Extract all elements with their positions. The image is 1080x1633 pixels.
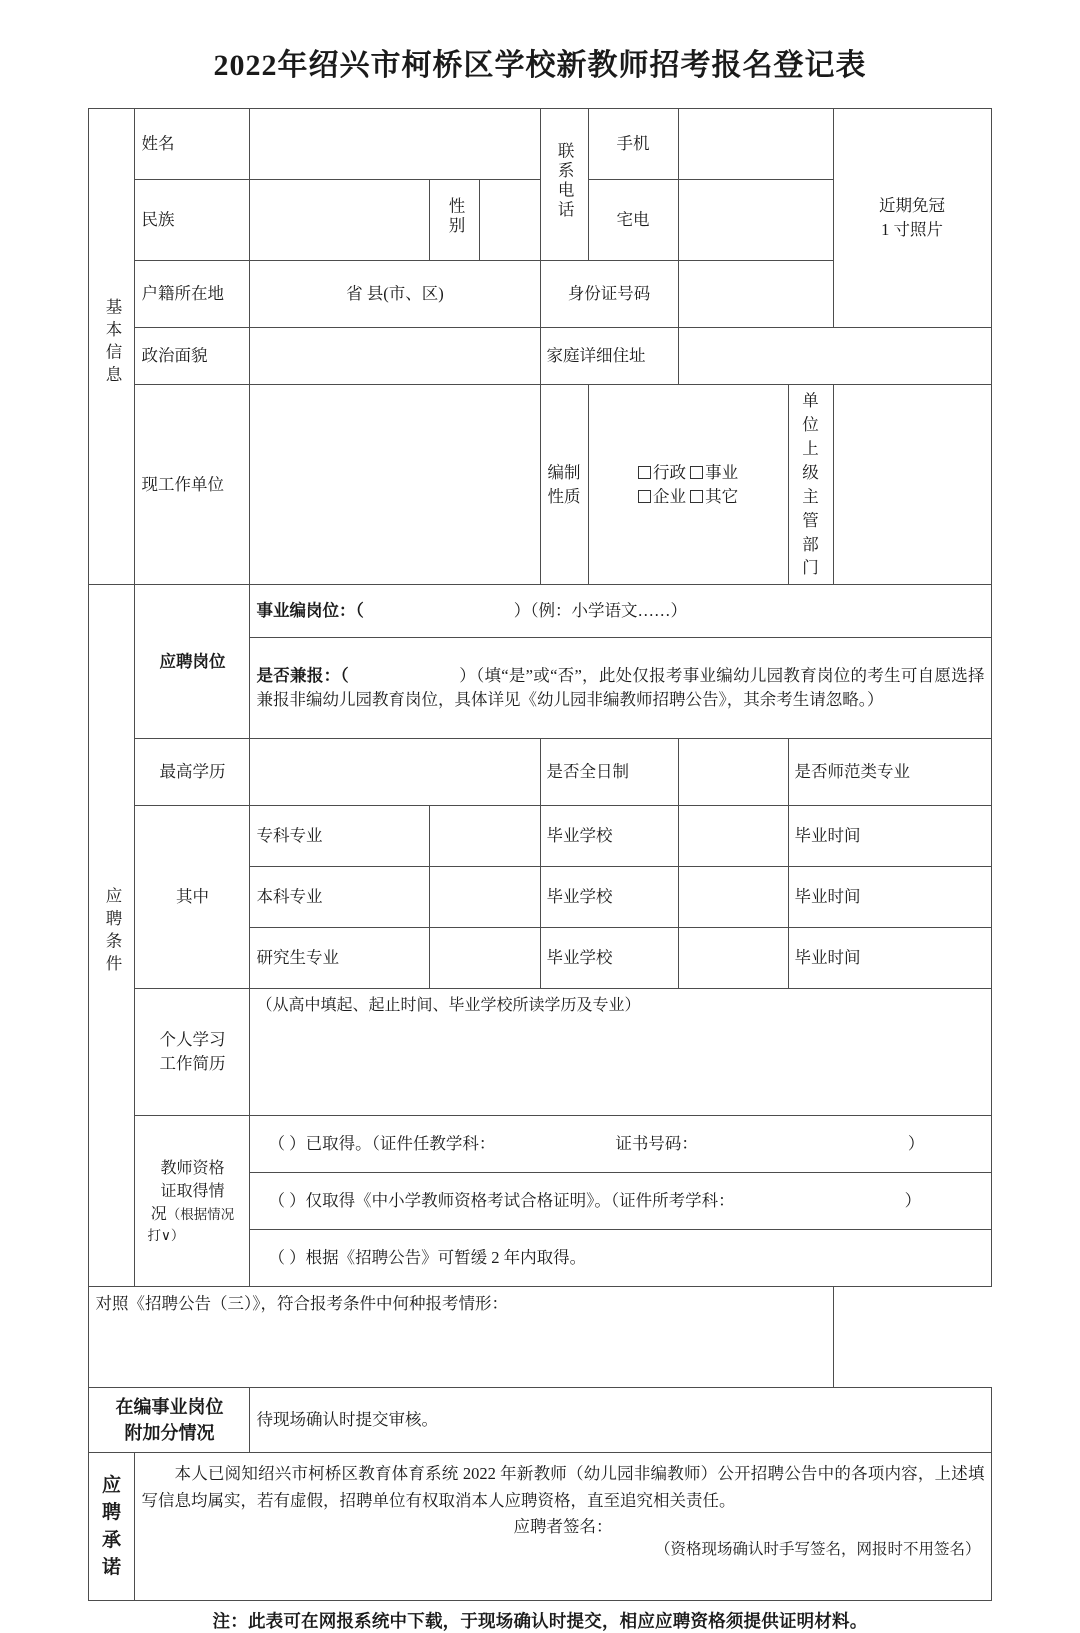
checkbox-option-enterprise[interactable] [638, 487, 686, 506]
table-row-work-unit [89, 385, 991, 585]
checkbox-label-administrative: 行政 [652, 462, 686, 482]
label-certificate-small-2: 打∨） [147, 1228, 185, 1244]
checkbox-icon[interactable] [638, 490, 651, 503]
field-current-work-unit-value[interactable] [250, 385, 540, 585]
table-row-college-major [89, 806, 991, 867]
label-certificate [135, 1116, 250, 1287]
field-home-address-value[interactable] [678, 328, 991, 385]
label-political-status: 政治面貌 [135, 328, 250, 385]
certificate-option-1-a: （ ）已取得。（证件任教学科： [268, 1134, 496, 1154]
label-establishment-nature: 编制性质 [540, 385, 588, 585]
field-id-number-value[interactable] [678, 261, 833, 328]
label-contact-phone-text: 联系电话 [555, 142, 575, 221]
field-position-dual-apply[interactable] [250, 638, 991, 739]
label-household: 户籍所在地 [135, 261, 250, 328]
commitment-paragraph: 本人已阅知绍兴市柯桥区教育体育系统 2022 年新教师（幼儿园非编教师）公开招聘公告中的各项内容，上述填写信息均属实，若有虚假，招聘单位有权取消本人应聘资格，直至追究相关责任。 [141, 1464, 985, 1511]
table-row-resume [89, 989, 991, 1116]
table-row-position-establishment [89, 585, 991, 638]
photo-line-1: 近期免冠 [879, 196, 945, 216]
label-gender-text: 性别 [446, 197, 466, 237]
position-line2-suffix: ）（填“是”或“否”，此处仅报考事业编幼儿园教育岗位的考生可自愿选择兼报非编幼儿园教育岗位，具体详见《幼儿园非编教师招聘公告》，其余考生请忽略。） [256, 666, 985, 710]
registration-form-table [88, 108, 991, 1601]
checkbox-label-enterprise: 企业 [652, 486, 686, 506]
label-contact-phone [540, 109, 588, 261]
label-certificate-small-1: （根据情况 [166, 1207, 235, 1223]
label-gender [430, 180, 480, 261]
certificate-option-1-c: ） [907, 1134, 925, 1154]
label-graduate-school: 毕业学校 [540, 928, 678, 989]
label-graduate-time: 毕业时间 [788, 928, 991, 989]
footer-note: 注：此表可在网报系统中下载，于现场确认时提交，相应应聘资格须提供证明材料。 [212, 1611, 868, 1632]
checkbox-option-other[interactable] [690, 487, 738, 506]
photo-placeholder [833, 109, 991, 328]
label-college-time: 毕业时间 [788, 806, 991, 867]
checkbox-option-institution[interactable] [690, 463, 738, 482]
field-superior-department-value[interactable] [833, 385, 991, 585]
label-highest-degree: 最高学历 [135, 739, 250, 806]
announcement-case-text: 对照《招聘公告（三）》，符合报考条件中何种报考情形： [95, 1294, 508, 1314]
label-among: 其中 [135, 806, 250, 989]
section-label-apply-condition [89, 585, 135, 1287]
label-resume-line-1: 个人学习 [159, 1030, 226, 1050]
field-mobile-value[interactable] [678, 109, 833, 180]
field-household-value[interactable]: 省 县(市、区) [250, 261, 540, 328]
label-current-work-unit: 现工作单位 [135, 385, 250, 585]
table-row-bonus [89, 1388, 991, 1453]
section-label-basic-info-text: 基本信息 [103, 298, 123, 389]
table-row-political-status [89, 328, 991, 385]
label-resume-line-2: 工作简历 [159, 1054, 226, 1074]
checkbox-label-institution: 事业 [705, 462, 739, 482]
section-label-basic-info [89, 109, 135, 585]
establishment-nature-options [588, 385, 788, 585]
label-bachelor-major: 本科专业 [250, 867, 430, 928]
table-row-certificate-obtained [89, 1116, 991, 1173]
field-bachelor-major-value[interactable] [430, 867, 540, 928]
field-home-phone-value[interactable] [678, 180, 833, 261]
label-college-school: 毕业学校 [540, 806, 678, 867]
field-bachelor-school-value[interactable] [678, 867, 788, 928]
label-bachelor-time: 毕业时间 [788, 867, 991, 928]
label-bonus-line-1: 在编事业岗位 [115, 1397, 224, 1418]
field-full-time-value[interactable] [678, 739, 788, 806]
label-bachelor-school: 毕业学校 [540, 867, 678, 928]
field-college-major-value[interactable] [430, 806, 540, 867]
label-ethnicity: 民族 [135, 180, 250, 261]
field-certificate-option-3[interactable] [250, 1230, 991, 1287]
resume-hint: （从高中填起、起止时间、毕业学校所读学历及专业） [256, 997, 641, 1015]
label-commitment: 应聘承诺 [89, 1453, 135, 1601]
certificate-option-1-b: 证书号码： [615, 1134, 698, 1154]
field-gender-value[interactable] [480, 180, 540, 261]
position-line1-suffix: ）（例：小学语文……） [513, 601, 687, 621]
checkbox-icon[interactable] [690, 490, 703, 503]
field-bonus-value[interactable]: 待现场确认时提交审核。 [250, 1388, 991, 1453]
label-graduate-major: 研究生专业 [250, 928, 430, 989]
label-superior-department: 单位上级主管部门 [788, 385, 833, 585]
photo-line-2: 1 寸照片 [881, 220, 943, 239]
position-line2-prefix: 是否兼报：（ [256, 666, 349, 686]
field-college-school-value[interactable] [678, 806, 788, 867]
label-mobile: 手机 [588, 109, 678, 180]
field-resume-value[interactable] [250, 989, 991, 1116]
field-graduate-school-value[interactable] [678, 928, 788, 989]
field-name-value[interactable] [250, 109, 540, 180]
label-full-time: 是否全日制 [540, 739, 678, 806]
label-certificate-line-3 [141, 1203, 243, 1226]
label-normal-major: 是否师范类专业 [788, 739, 991, 806]
label-bonus-line-2: 附加分情况 [124, 1423, 215, 1444]
field-graduate-major-value[interactable] [430, 928, 540, 989]
label-certificate-line-3-text: 况 [150, 1206, 167, 1224]
field-commitment [135, 1453, 991, 1601]
label-id-number: 身份证号码 [540, 261, 678, 328]
field-announcement-case[interactable] [89, 1287, 833, 1388]
label-home-address: 家庭详细住址 [540, 328, 678, 385]
position-line1-prefix: 事业编岗位：（ [256, 601, 364, 621]
page-title: 2022年绍兴市柯桥区学校新教师招考报名登记表 [213, 49, 867, 82]
label-name: 姓名 [135, 109, 250, 180]
table-row-highest-degree [89, 739, 991, 806]
label-certificate-line-2: 证取得情 [160, 1183, 225, 1200]
checkbox-icon[interactable] [638, 466, 651, 479]
label-resume [135, 989, 250, 1116]
label-position: 应聘岗位 [135, 585, 250, 739]
commitment-signature-hint: （资格现场确认时手写签名，网报时不用签名） [654, 1540, 981, 1558]
checkbox-icon[interactable] [690, 466, 703, 479]
label-certificate-line-1: 教师资格 [160, 1159, 225, 1177]
label-bonus [89, 1388, 250, 1453]
table-row-commitment [89, 1453, 991, 1601]
field-certificate-option-2[interactable] [250, 1173, 991, 1230]
checkbox-label-other: 其它 [705, 486, 739, 506]
field-ethnicity-value[interactable] [250, 180, 430, 261]
field-highest-degree-value[interactable] [250, 739, 540, 806]
section-label-apply-condition-text: 应聘条件 [103, 887, 123, 978]
label-home-phone: 宅电 [588, 180, 678, 261]
certificate-option-2-c: ） [904, 1191, 922, 1211]
certificate-option-2-a: （ ）仅取得《中小学教师资格考试合格证明》。（证件所考学科： [268, 1191, 735, 1211]
table-row-announcement-case [89, 1287, 991, 1388]
certificate-option-3: （ ）根据《招聘公告》可暂缓 2 年内取得。 [268, 1248, 587, 1268]
commitment-signature-label[interactable]: 应聘者签名： [513, 1516, 613, 1536]
field-political-status-value[interactable] [250, 328, 540, 385]
label-college-major: 专科专业 [250, 806, 430, 867]
field-certificate-option-1[interactable] [250, 1116, 991, 1173]
checkbox-option-administrative[interactable] [638, 463, 686, 482]
table-row-name [89, 109, 991, 180]
field-position-establishment[interactable] [250, 585, 991, 638]
